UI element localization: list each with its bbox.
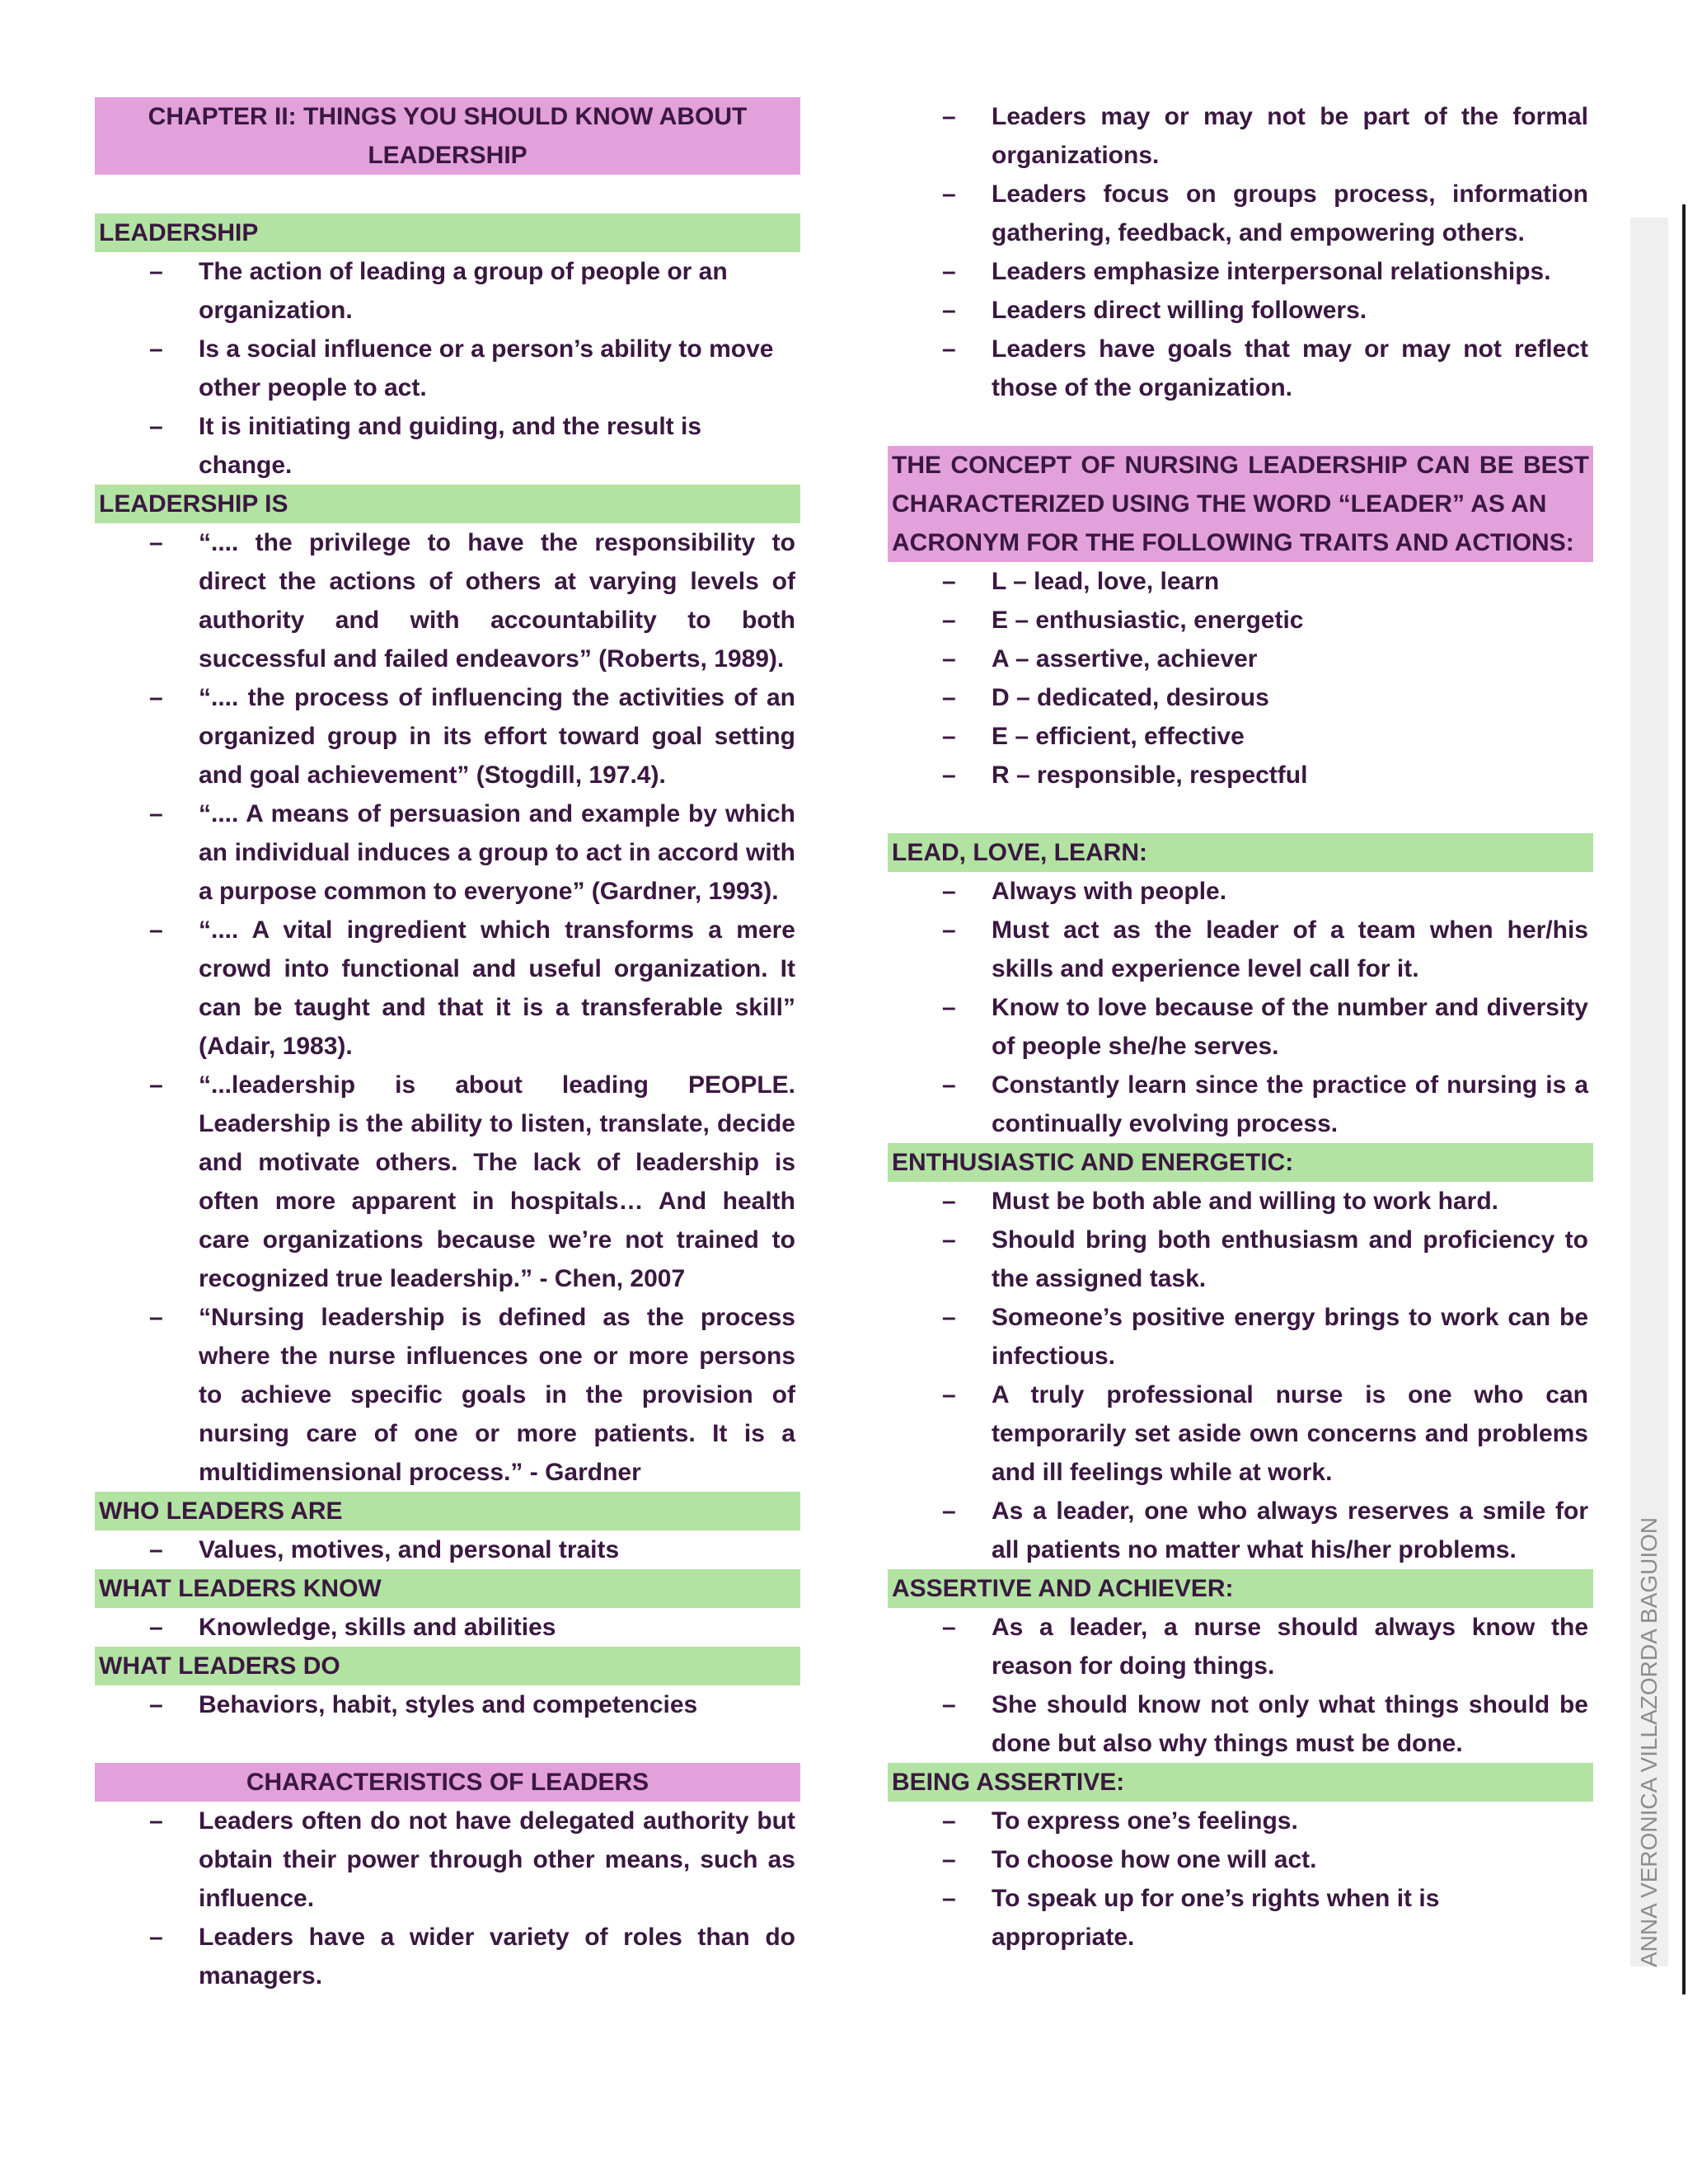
- dash-bullet: –: [942, 103, 956, 130]
- dash-bullet: –: [942, 1188, 956, 1215]
- dash-bullet: –: [149, 1614, 163, 1641]
- list-item: – To speak up for one’s rights when it is appropriate.: [888, 1879, 1593, 1957]
- list-item: – Knowledge, skills and abilities: [95, 1608, 800, 1647]
- concept-heading: [888, 446, 1593, 562]
- section-heading-what-leaders-know: WHAT LEADERS KNOW: [95, 1569, 800, 1608]
- list-item: – D – dedicated, desirous: [888, 678, 1593, 717]
- spacer: [95, 175, 800, 213]
- list-item: – Leaders have a wider variety of roles than do managers.: [95, 1918, 800, 1995]
- dash-bullet: –: [942, 335, 956, 363]
- list-what-leaders-know: [95, 1608, 800, 1647]
- dash-bullet: –: [942, 994, 956, 1021]
- dash-bullet: –: [942, 1691, 956, 1718]
- dash-bullet: –: [942, 762, 956, 789]
- concept-heading-text: THE CONCEPT OF NURSING LEADERSHIP CAN BE BEST CHARACTERIZED USING THE WORD “LEADER” AS AN: [892, 452, 1589, 518]
- dash-bullet: –: [942, 1497, 956, 1525]
- dash-bullet: –: [942, 1885, 956, 1912]
- list-item: – Know to love because of the number and diversity of people she/he serves.: [888, 988, 1593, 1066]
- list-item: – A truly professional nurse is one who can temporarily set aside own concerns and problems and ill feelings while at work.: [888, 1376, 1593, 1492]
- dash-bullet: –: [942, 258, 956, 285]
- list-item: – To choose how one will act.: [888, 1840, 1593, 1879]
- section-heading-leadership: LEADERSHIP: [95, 213, 800, 252]
- list-item: – Leaders emphasize interpersonal relationships.: [888, 252, 1593, 291]
- list-item: – Leaders often do not have delegated authority but obtain their power through other means, such as influence.: [95, 1802, 800, 1918]
- dash-bullet: –: [942, 1304, 956, 1331]
- dash-bullet: –: [149, 800, 163, 827]
- list-item: – Leaders focus on groups process, information gathering, feedback, and empowering others.: [888, 175, 1593, 252]
- section-heading-being-assertive: BEING ASSERTIVE:: [888, 1763, 1593, 1802]
- section-heading-characteristics: CHARACTERISTICS OF LEADERS: [95, 1763, 800, 1802]
- dash-bullet: –: [942, 568, 956, 595]
- dash-bullet: –: [149, 916, 163, 944]
- dash-bullet: –: [149, 684, 163, 711]
- list-item: – Leaders may or may not be part of the formal organizations.: [888, 97, 1593, 175]
- list-being-assertive: [888, 1802, 1593, 1957]
- list-item: – Someone’s positive energy brings to work can be infectious.: [888, 1298, 1593, 1376]
- dash-bullet: –: [149, 1691, 163, 1718]
- list-item: – As a leader, one who always reserves a smile for all patients no matter what his/her problems.: [888, 1492, 1593, 1569]
- list-acronym: [888, 562, 1593, 794]
- dash-bullet: –: [942, 297, 956, 324]
- section-heading-assertive-achiever: ASSERTIVE AND ACHIEVER:: [888, 1569, 1593, 1608]
- list-leadership: [95, 252, 800, 485]
- dash-bullet: –: [942, 1614, 956, 1641]
- list-item: – “.... A means of persuasion and example by which an individual induces a group to act in accord with a purpose common to everyone” (Gardner, 1993).: [95, 794, 800, 911]
- section-heading-leadership-is: LEADERSHIP IS: [95, 485, 800, 523]
- list-what-leaders-do: [95, 1685, 800, 1724]
- dash-bullet: –: [942, 1381, 956, 1408]
- dash-bullet: –: [942, 723, 956, 750]
- dash-bullet: –: [942, 1226, 956, 1254]
- spacer: [888, 794, 1593, 833]
- list-item: – She should know not only what things should be done but also why things must be done.: [888, 1685, 1593, 1763]
- list-item: – A – assertive, achiever: [888, 640, 1593, 678]
- dash-bullet: –: [149, 1924, 163, 1951]
- list-leadership-is: [95, 523, 800, 1492]
- dash-bullet: –: [149, 335, 163, 363]
- dash-bullet: –: [942, 684, 956, 711]
- list-characteristics: [95, 1802, 800, 1995]
- list-item: – E – efficient, effective: [888, 717, 1593, 756]
- list-item: – Must act as the leader of a team when her/his skills and experience level call for it.: [888, 911, 1593, 988]
- dash-bullet: –: [942, 1846, 956, 1873]
- dash-bullet: –: [149, 258, 163, 285]
- left-column: [95, 97, 800, 1995]
- list-item: – Always with people.: [888, 872, 1593, 911]
- list-item: – “.... the privilege to have the responsibility to direct the actions of others at varying levels of authority and with accountability to both successful and failed endeavors” (Roberts, 1989).: [95, 523, 800, 678]
- dash-bullet: –: [149, 1304, 163, 1331]
- dash-bullet: –: [149, 1536, 163, 1563]
- section-heading-lead-love-learn: LEAD, LOVE, LEARN:: [888, 833, 1593, 872]
- list-item: – Is a social influence or a person’s ability to move other people to act.: [95, 330, 800, 407]
- dash-bullet: –: [942, 607, 956, 634]
- list-enthusiastic: [888, 1182, 1593, 1569]
- dash-bullet: –: [149, 529, 163, 556]
- list-lead-love-learn: [888, 872, 1593, 1143]
- list-item: – Leaders direct willing followers.: [888, 291, 1593, 330]
- list-item: – The action of leading a group of people or an organization.: [95, 252, 800, 330]
- list-item: – “.... A vital ingredient which transforms a mere crowd into functional and useful organization. It can be taught and that it is a transferable skill” (Adair, 1983).: [95, 911, 800, 1066]
- right-column: [888, 97, 1593, 1957]
- list-item: – “Nursing leadership is defined as the process where the nurse influences one or more persons to achieve specific goals in the provision of nursing care of one or more patients. It is a multidimensional process.” - Gardner: [95, 1298, 800, 1492]
- chapter-title: CHAPTER II: THINGS YOU SHOULD KNOW ABOUT LEADERSHIP: [95, 97, 800, 175]
- list-item: – Behaviors, habit, styles and competencies: [95, 1685, 800, 1724]
- list-item: – L – lead, love, learn: [888, 562, 1593, 601]
- list-assertive-achiever: [888, 1608, 1593, 1763]
- list-item: – Constantly learn since the practice of nursing is a continually evolving process.: [888, 1066, 1593, 1143]
- spacer: [95, 1724, 800, 1763]
- section-heading-who-leaders-are: WHO LEADERS ARE: [95, 1492, 800, 1530]
- list-who-leaders-are: [95, 1530, 800, 1569]
- concept-heading-last-line: ACRONYM FOR THE FOLLOWING TRAITS AND ACTIONS:: [892, 529, 1574, 556]
- dash-bullet: –: [942, 916, 956, 944]
- list-item: – E – enthusiastic, energetic: [888, 601, 1593, 640]
- list-item: – Should bring both enthusiasm and proficiency to the assigned task.: [888, 1221, 1593, 1298]
- dash-bullet: –: [942, 878, 956, 905]
- list-item: – “.... the process of influencing the activities of an organized group in its effort toward goal setting and goal achievement” (Stogdill, 197.4).: [95, 678, 800, 794]
- dash-bullet: –: [149, 413, 163, 440]
- author-name: ANNA VERONICA VILLAZORDA BAGUION: [1636, 1516, 1662, 1967]
- list-item: – “...leadership is about leading PEOPLE. Leadership is the ability to listen, translate, decide and motivate others. The lack of leadership is often more apparent in hospitals… And health care organizations because we’re not trained to recognized true leadership.” - Chen, 2007: [95, 1066, 800, 1298]
- dash-bullet: –: [942, 180, 956, 208]
- list-item: – It is initiating and guiding, and the result is change.: [95, 407, 800, 485]
- list-item: – Values, motives, and personal traits: [95, 1530, 800, 1569]
- dash-bullet: –: [149, 1071, 163, 1099]
- section-heading-what-leaders-do: WHAT LEADERS DO: [95, 1647, 800, 1685]
- dash-bullet: –: [149, 1807, 163, 1835]
- list-item: – Leaders have goals that may or may not reflect those of the organization.: [888, 330, 1593, 407]
- list-item: – Must be both able and willing to work hard.: [888, 1182, 1593, 1221]
- list-item: – As a leader, a nurse should always know the reason for doing things.: [888, 1608, 1593, 1685]
- spacer: [888, 407, 1593, 446]
- dash-bullet: –: [942, 1807, 956, 1835]
- dash-bullet: –: [942, 1071, 956, 1099]
- list-item: – To express one’s feelings.: [888, 1802, 1593, 1840]
- dash-bullet: –: [942, 645, 956, 673]
- list-item: – R – responsible, respectful: [888, 756, 1593, 794]
- list-characteristics-continued: [888, 97, 1593, 407]
- side-rule-line: [1682, 204, 1686, 1994]
- section-heading-enthusiastic: ENTHUSIASTIC AND ENERGETIC:: [888, 1143, 1593, 1182]
